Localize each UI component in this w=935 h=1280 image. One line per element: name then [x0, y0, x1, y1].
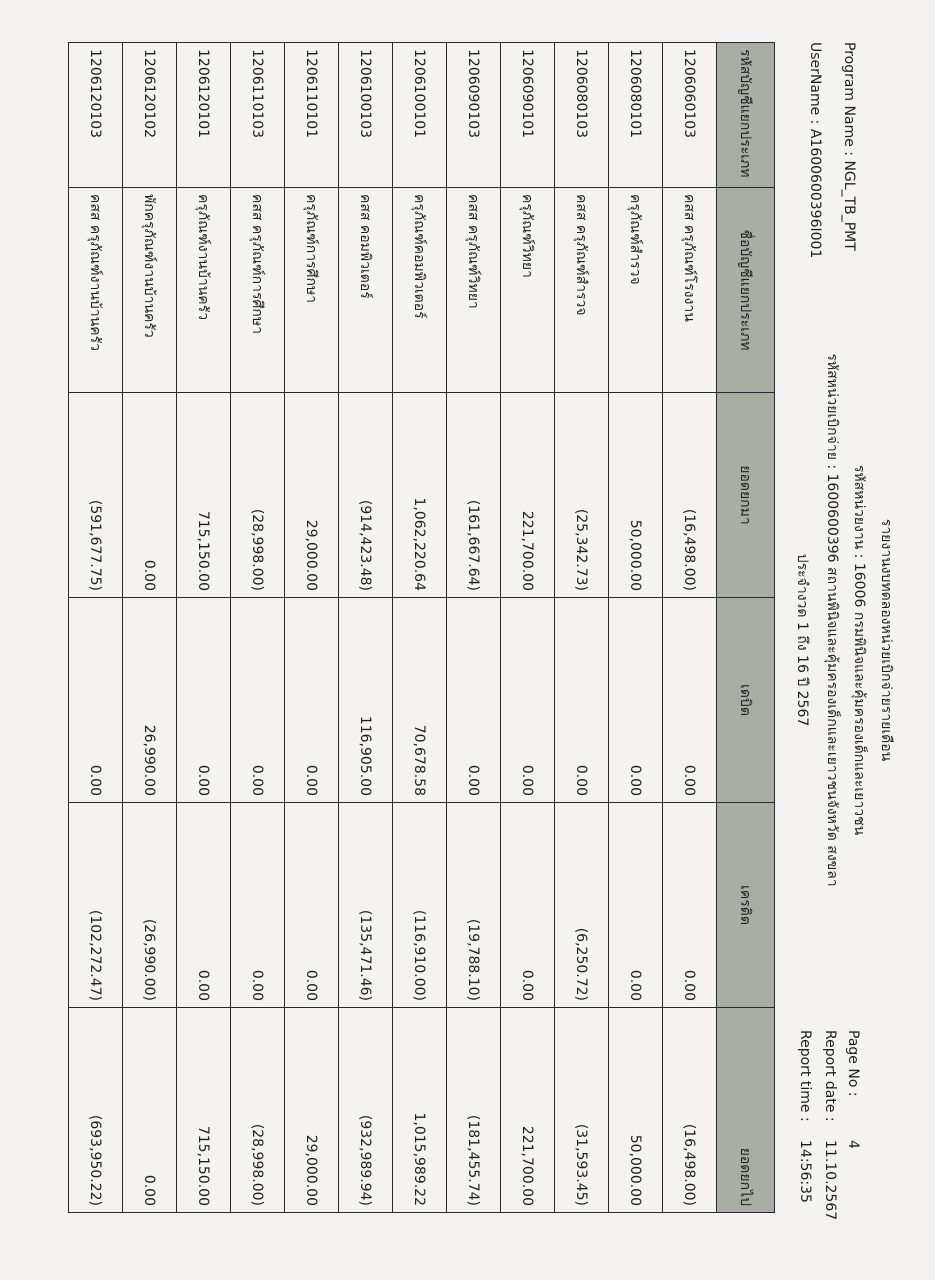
ending-balance-cell: 221,700.00: [501, 1008, 555, 1213]
account-name-cell: ครุภัณฑ์คอมพิวเตอร์: [393, 188, 447, 393]
account-code-cell: 1206090101: [501, 43, 555, 188]
beginning-balance-cell: (914,423.48): [339, 393, 393, 598]
col-header-debit: เดบิต: [717, 598, 775, 803]
page-no-value: 4: [845, 1140, 861, 1149]
table-row: [69, 43, 123, 1213]
ending-balance-cell: (28,998.00): [231, 1008, 285, 1213]
table-row: [339, 43, 393, 1213]
disbursement-unit-line: รหัสหน่วยเบิกจ่าย : 1600600396 สถานพินิจและคุ้มครองเด็กและเยาวชนจังหวัด สงขลา: [824, 353, 840, 887]
table-row: [501, 43, 555, 1213]
credit-cell: 0.00: [177, 803, 231, 1008]
page-no-label: Page No :: [845, 1030, 861, 1097]
credit-cell: (102,272.47): [69, 803, 123, 1008]
debit-cell: 0.00: [69, 598, 123, 803]
credit-cell: (116,910.00): [393, 803, 447, 1008]
report-period: ประจำงวด 1 ถึง 16 ปี 2567: [794, 553, 810, 727]
debit-cell: 0.00: [663, 598, 717, 803]
beginning-balance-cell: 715,150.00: [177, 393, 231, 598]
account-code-cell: 1206120102: [123, 43, 177, 188]
beginning-balance-cell: 0.00: [123, 393, 177, 598]
account-name-cell: คสส คอมพิวเตอร์: [339, 188, 393, 393]
ending-balance-cell: (693,950.22): [69, 1008, 123, 1213]
account-name-cell: ครุภัณฑ์งานบ้านครัว: [177, 188, 231, 393]
account-name-cell: พักครุภัณฑ์งานบ้านครัว: [123, 188, 177, 393]
table-row: [393, 43, 447, 1213]
ending-balance-cell: 0.00: [123, 1008, 177, 1213]
ending-balance-cell: (932,989.94): [339, 1008, 393, 1213]
table-row: [285, 43, 339, 1213]
debit-cell: 116,905.00: [339, 598, 393, 803]
report-time-value: 14:56:35: [797, 1140, 813, 1203]
ending-balance-cell: 50,000.00: [609, 1008, 663, 1213]
col-header-beginning-balance: ยอดยกมา: [717, 393, 775, 598]
table-row: [177, 43, 231, 1213]
debit-cell: 26,990.00: [123, 598, 177, 803]
credit-cell: 0.00: [501, 803, 555, 1008]
program-name: Program Name : NGL_TB_PMT: [841, 42, 857, 251]
beginning-balance-cell: 221,700.00: [501, 393, 555, 598]
credit-cell: 0.00: [663, 803, 717, 1008]
account-code-cell: 1206100101: [393, 43, 447, 188]
account-name-cell: คสส ครุภัณฑ์วิทยา: [447, 188, 501, 393]
debit-cell: 0.00: [447, 598, 501, 803]
report-time-label: Report time :: [797, 1030, 813, 1122]
report-date-label: Report date :: [822, 1030, 838, 1122]
table-row: [555, 43, 609, 1213]
beginning-balance-cell: (28,998.00): [231, 393, 285, 598]
beginning-balance-cell: 1,062,220.64: [393, 393, 447, 598]
credit-cell: 0.00: [231, 803, 285, 1008]
account-code-cell: 1206080101: [609, 43, 663, 188]
credit-cell: (19,788.10): [447, 803, 501, 1008]
debit-cell: 0.00: [501, 598, 555, 803]
beginning-balance-cell: 50,000.00: [609, 393, 663, 598]
col-header-ending-balance: ยอดยกไป: [717, 1008, 775, 1213]
report-date-value: 11.10.2567: [822, 1140, 838, 1221]
table-row: [447, 43, 501, 1213]
beginning-balance-cell: (161,667.64): [447, 393, 501, 598]
report-title: รายงานงบทดลองหน่วยเบิกจ่ายรายเดือน: [878, 518, 894, 762]
beginning-balance-cell: (591,677.75): [69, 393, 123, 598]
account-code-cell: 1206080103: [555, 43, 609, 188]
debit-cell: 0.00: [285, 598, 339, 803]
ending-balance-cell: (16,498.00): [663, 1008, 717, 1213]
ending-balance-cell: 1,015,989.22: [393, 1008, 447, 1213]
username: UserName : A1600600396I001: [807, 42, 823, 259]
account-name-cell: คสส ครุภัณฑ์งานบ้านครัว: [69, 188, 123, 393]
credit-cell: 0.00: [609, 803, 663, 1008]
col-header-account-name: ชื่อบัญชีแยกประเภท: [717, 188, 775, 393]
trial-balance-table: [68, 42, 775, 1213]
debit-cell: 70,678.58: [393, 598, 447, 803]
account-code-cell: 1206120101: [177, 43, 231, 188]
account-name-cell: คสส ครุภัณฑ์สำรวจ: [555, 188, 609, 393]
account-code-cell: 1206120103: [69, 43, 123, 188]
account-code-cell: 1206110101: [285, 43, 339, 188]
account-code-cell: 1206100103: [339, 43, 393, 188]
agency-unit-line: รหัสหน่วยงาน : 16006 กรมพินิจและคุ้มครองเด็กและเยาวชน: [851, 464, 867, 836]
debit-cell: 0.00: [555, 598, 609, 803]
account-name-cell: คสส ครุภัณฑ์การศึกษา: [231, 188, 285, 393]
table-body: [69, 43, 717, 1213]
table-row: [231, 43, 285, 1213]
account-code-cell: 1206090103: [447, 43, 501, 188]
account-name-cell: ครุภัณฑ์วิทยา: [501, 188, 555, 393]
ending-balance-cell: (31,593.45): [555, 1008, 609, 1213]
col-header-credit: เครดิต: [717, 803, 775, 1008]
debit-cell: 0.00: [609, 598, 663, 803]
col-header-account-code: รหัสบัญชีแยกประเภท: [717, 43, 775, 188]
credit-cell: 0.00: [285, 803, 339, 1008]
ending-balance-cell: 29,000.00: [285, 1008, 339, 1213]
account-name-cell: คสส ครุภัณฑ์โรงงาน: [663, 188, 717, 393]
credit-cell: (26,990.00): [123, 803, 177, 1008]
debit-cell: 0.00: [231, 598, 285, 803]
account-name-cell: ครุภัณฑ์สำรวจ: [609, 188, 663, 393]
beginning-balance-cell: (16,498.00): [663, 393, 717, 598]
beginning-balance-cell: 29,000.00: [285, 393, 339, 598]
credit-cell: (135,471.46): [339, 803, 393, 1008]
table-header-row: [717, 43, 775, 1213]
beginning-balance-cell: (25,342.73): [555, 393, 609, 598]
account-code-cell: 1206110103: [231, 43, 285, 188]
account-code-cell: 1206060103: [663, 43, 717, 188]
ending-balance-cell: 715,150.00: [177, 1008, 231, 1213]
credit-cell: (6,250.72): [555, 803, 609, 1008]
debit-cell: 0.00: [177, 598, 231, 803]
table-row: [609, 43, 663, 1213]
table-row: [663, 43, 717, 1213]
account-name-cell: ครุภัณฑ์การศึกษา: [285, 188, 339, 393]
table-row: [123, 43, 177, 1213]
ending-balance-cell: (181,455.74): [447, 1008, 501, 1213]
